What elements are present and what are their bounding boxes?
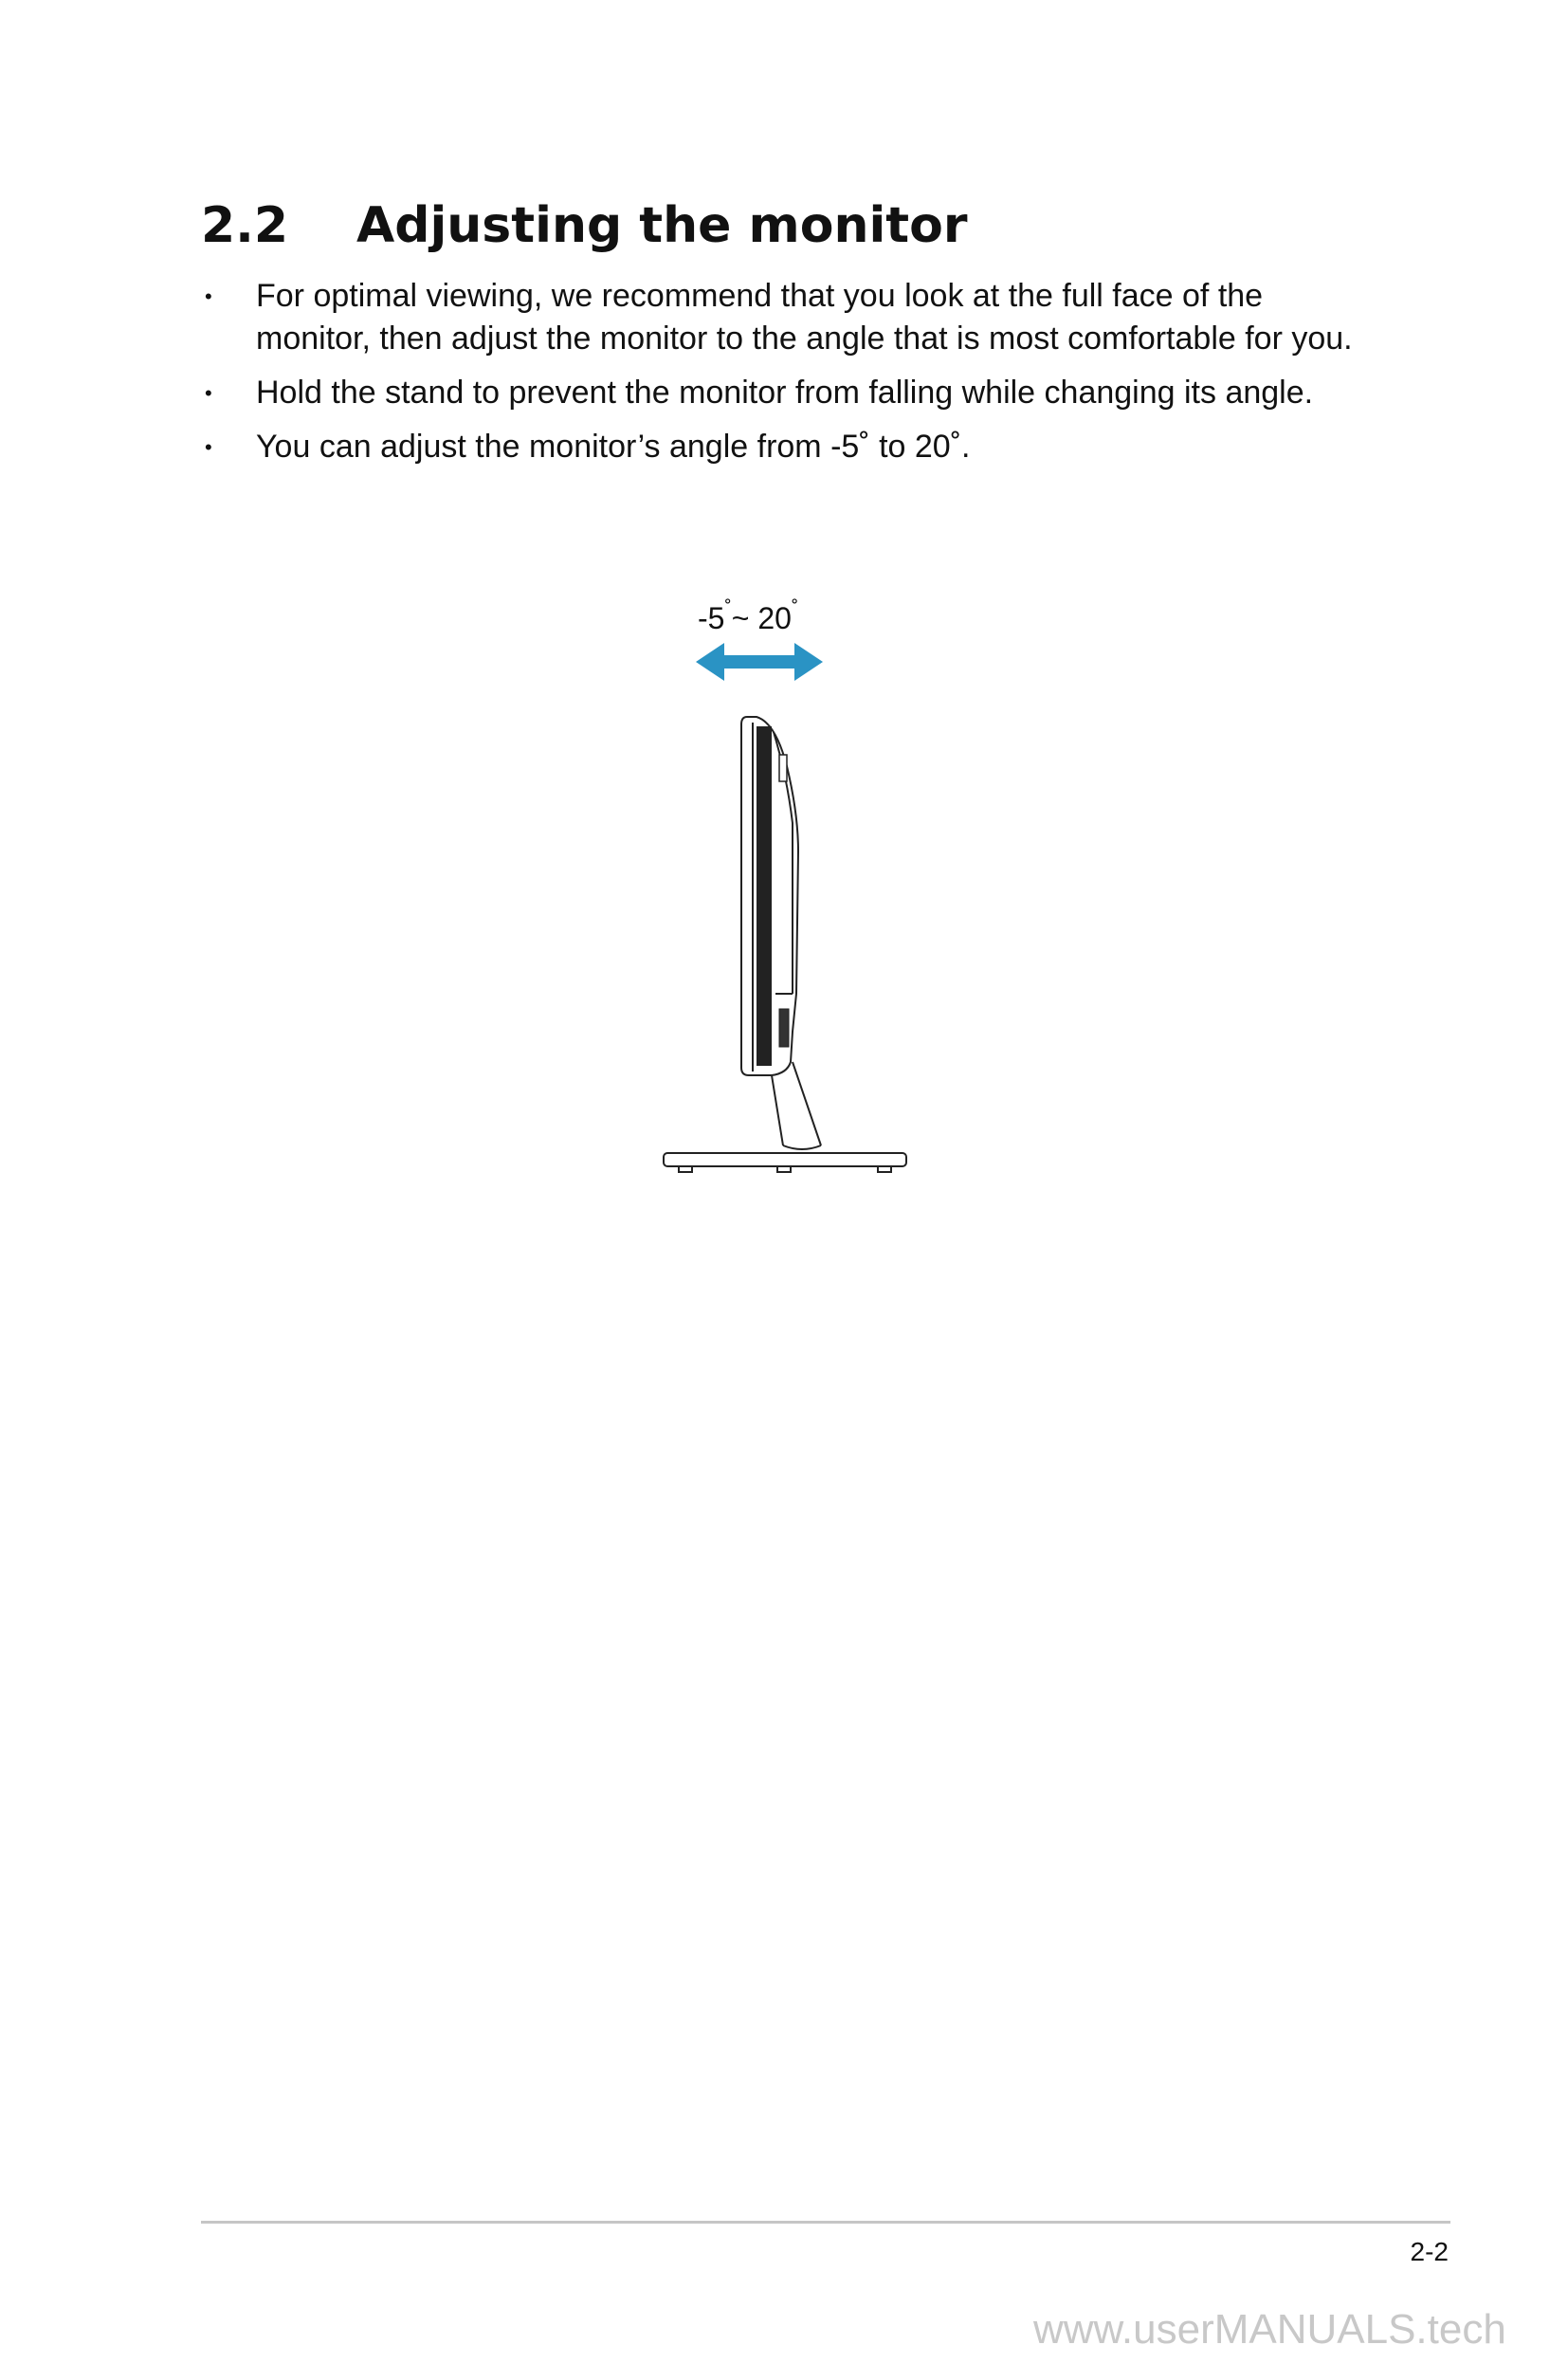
- bullet-item: [201, 275, 1386, 360]
- angle-max: 20: [757, 601, 792, 635]
- bullet-symbol: •: [205, 381, 212, 405]
- bullet-text: You can adjust the monitor’s angle from -5˚ to 20˚.: [256, 429, 971, 465]
- section-heading: [201, 195, 968, 256]
- bullet-item: [201, 426, 1386, 468]
- page-number: 2-2: [1410, 2237, 1449, 2266]
- watermark-text: www.userMANUALS.tech: [1033, 2306, 1506, 2353]
- degree-symbol: ˚: [791, 596, 799, 620]
- angle-range-label: [698, 590, 798, 637]
- angle-separator: ~: [731, 601, 758, 635]
- section-title: Adjusting the monitor: [356, 197, 968, 254]
- double-arrow-icon: [696, 641, 823, 683]
- bullet-symbol: •: [205, 284, 212, 308]
- bullet-list: [201, 275, 1386, 480]
- bullet-symbol: •: [205, 435, 212, 459]
- bullet-text: Hold the stand to prevent the monitor from falling while changing its angle.: [256, 375, 1314, 411]
- monitor-side-view-icon: [654, 709, 910, 1183]
- degree-symbol: ˚: [724, 596, 732, 620]
- section-number: 2.2: [201, 197, 289, 254]
- angle-min: -5: [698, 601, 725, 635]
- bullet-item: [201, 372, 1386, 414]
- bullet-text: For optimal viewing, we recommend that you look at the full face of the monitor, then adjust the monitor to the angle that is most comfortable for you.: [256, 278, 1353, 357]
- footer-divider: [201, 2221, 1450, 2224]
